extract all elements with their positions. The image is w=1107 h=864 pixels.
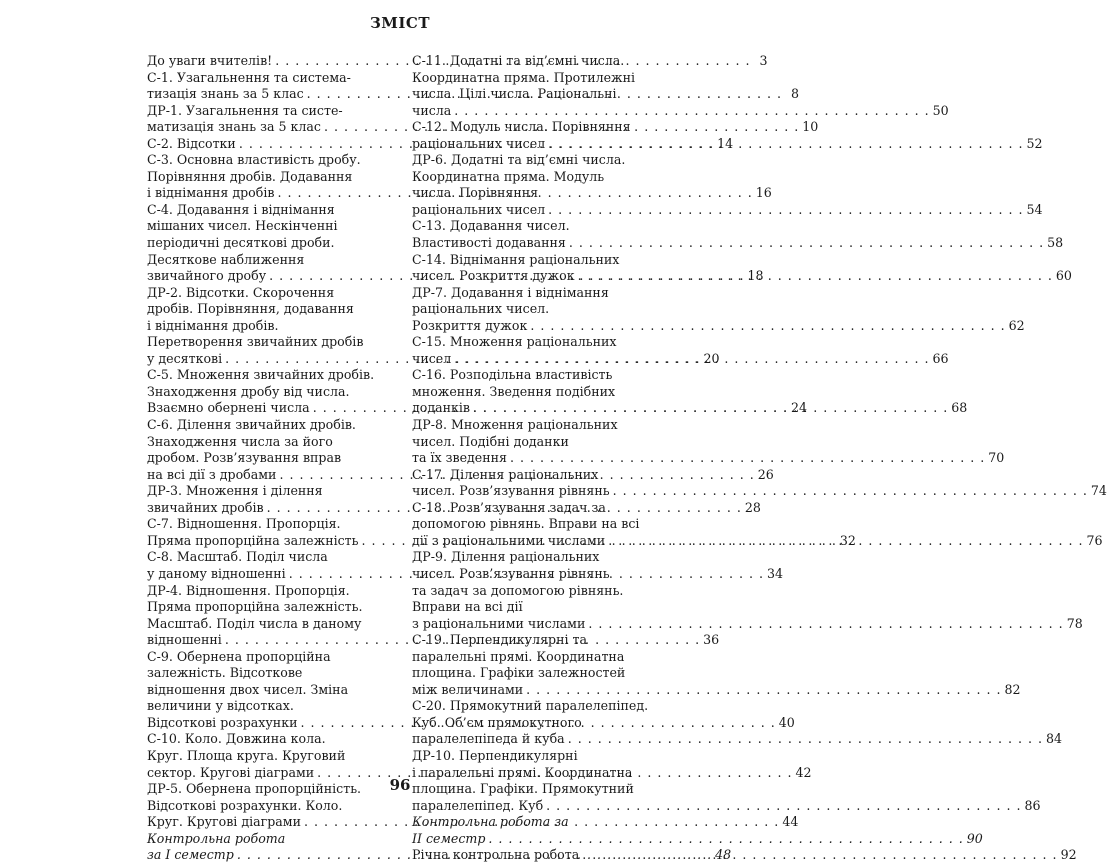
toc-entry-text: С-4. Додавання і віднімання [147, 201, 335, 217]
toc-entry-text: звичайних дробів [147, 499, 264, 515]
toc-entry-text: С-19. Перпендикулярні та [412, 632, 587, 648]
toc-entry-page: 60 [1055, 268, 1072, 284]
toc-entry-text: доданків [412, 400, 470, 416]
toc-entry-text: Круг. Кругові діаграми [147, 814, 301, 830]
toc-entry-text: чисел. Розв’язування рівнянь [412, 483, 610, 499]
toc-entry-text: С-20. Прямокутний паралелепіпед. [412, 698, 649, 714]
toc-entry-text: С-15. Множення раціональних [412, 334, 617, 350]
toc-entry-page: 66 [932, 350, 949, 366]
toc-entry [412, 417, 1005, 467]
toc-entry-text: С-18. Розв’язування задач за [412, 499, 606, 515]
toc-entry-text: і віднімання дробів. [147, 317, 279, 333]
toc-entry-page: 10 [802, 119, 819, 135]
toc-entry-text: С-6. Ділення звичайних дробів. [147, 417, 356, 433]
toc-entry-text: С-17. Ділення раціональних [412, 466, 599, 482]
toc-entry-page: 84 [1046, 731, 1063, 747]
dot-leader [454, 103, 929, 120]
toc-entry-text: множення. Зведення подібних [412, 383, 616, 399]
toc-entry-text: між величинами [412, 681, 524, 697]
dot-leader [608, 533, 1083, 550]
dot-leader [473, 400, 948, 417]
toc-entry-page: 48 [715, 847, 732, 863]
toc-entry-page: 70 [988, 450, 1005, 466]
toc-entry-text: С-14. Віднімання раціональних [412, 251, 620, 267]
toc-entry-text: чисел [412, 350, 452, 366]
dot-leader [488, 831, 963, 848]
toc-entry-page: 36 [703, 632, 720, 648]
toc-entry-text: Вправи на всі дії [412, 599, 523, 615]
toc-entry-text: у даному відношенні [147, 565, 286, 581]
toc-entry-text: С-11. Додатні та від’ємні числа. [412, 53, 625, 68]
toc-entry-page: 76 [1086, 532, 1103, 548]
dot-leader [530, 318, 1005, 335]
toc-entry-page: 90 [966, 830, 983, 846]
toc-entry-text: на всі дії з дробами [147, 466, 277, 482]
toc-entry-page: 78 [1066, 615, 1083, 631]
toc-entry-text: С-10. Коло. Довжина кола. [147, 731, 326, 747]
toc-entry-page: 18 [747, 268, 764, 284]
toc-entry-text: Властивості додавання [412, 235, 566, 251]
toc-entry-text: С-8. Масштаб. Поділ числа [147, 549, 328, 565]
toc-entry-text: паралельні прямі. Координатна [412, 648, 625, 664]
toc-entry-text: ДР-10. Перпендикулярні [412, 747, 578, 763]
toc-entry-page: 92 [1060, 847, 1077, 863]
dot-leader [582, 847, 1057, 864]
toc-entry-text: С-7. Відношення. Пропорція. [147, 516, 341, 532]
toc-entry-text: С-1. Узагальнення та система- [147, 69, 351, 85]
toc-entry-text: Десяткове наближення [147, 251, 305, 267]
toc-entry-text: матизація знань за 5 клас [147, 119, 321, 135]
toc-entry-text: Масштаб. Поділ числа в даному [147, 615, 362, 631]
toc-entry-page: 44 [782, 814, 799, 830]
toc-entry-page: 42 [795, 764, 812, 780]
toc-entry-text: До уваги вчителів! [147, 53, 273, 68]
toc-entry-text: мішаних чисел. Нескінченні [147, 218, 338, 234]
toc-entry-text: Куб. Об’єм прямокутного [412, 714, 582, 730]
toc-entry-text: Контрольна робота за [412, 814, 569, 830]
toc-entry-text: С-13. Додавання чисел. [412, 218, 570, 234]
toc-entry-page: 82 [1004, 681, 1021, 697]
dot-leader [548, 202, 1023, 219]
toc-entry-page: 3 [759, 53, 768, 68]
toc-entry-text: числа. Цілі числа. Раціональні [412, 86, 617, 102]
toc-entry-text: чисел. Подібні доданки [412, 433, 569, 449]
toc-entry-text: паралелепіпед. Куб [412, 797, 544, 813]
toc-entry-text: С-2. Відсотки [147, 135, 236, 151]
toc-entry-text: чисел. Розв’язування рівнянь [412, 565, 610, 581]
dot-leader [510, 450, 985, 467]
toc-entry-page: 28 [744, 499, 761, 515]
toc-entry-text: С-16. Розподільна властивість [412, 367, 613, 383]
toc-entry [412, 53, 949, 119]
toc-entry-page: 20 [703, 350, 720, 366]
toc-entry-text: раціональних чисел. [412, 301, 550, 317]
toc-entry [412, 218, 1064, 251]
toc-entry-text: Пряма пропорційна залежність. [147, 599, 363, 615]
toc-entry-text: Взаємно обернені числа [147, 400, 310, 416]
toc-entry-page: 32 [839, 532, 856, 548]
toc-entry-page: 26 [757, 466, 774, 482]
toc-entry-text: Розкриття дужок [412, 317, 528, 333]
toc-entry-text: площина. Графіки залежностей [412, 665, 626, 681]
toc-entry-page: 40 [778, 714, 795, 730]
toc-entry-text: II семестр [412, 830, 486, 846]
toc-entry-text: раціональних чисел [412, 135, 546, 151]
toc-entry-text: Пряма пропорційна залежність [147, 532, 359, 548]
toc-entry-text: Круг. Площа круга. Круговий [147, 747, 346, 763]
toc-entry-text: відношенні [147, 632, 222, 648]
toc-entry-text: ДР-8. Множення раціональних [412, 417, 618, 433]
toc-entry-page: 14 [717, 135, 734, 151]
toc-entry-text: і віднімання дробів [147, 185, 275, 201]
toc-entry-page: 54 [1026, 201, 1043, 217]
dot-leader [454, 351, 929, 368]
dot-leader [569, 235, 1044, 252]
toc-entry-text: тизація знань за 5 клас [147, 86, 304, 102]
toc-entry-text: Відсоткові розрахунки [147, 714, 298, 730]
toc-entry-text: Контрольна робота [147, 830, 286, 846]
toc-entry-page: 8 [790, 86, 799, 102]
dot-leader [613, 483, 1088, 500]
toc-entry-text: допомогою рівнянь. Вправи на всі [412, 516, 640, 532]
toc-entry-text: з раціональними числами [412, 615, 586, 631]
toc-entry-text: чисел. Розкриття дужок [412, 268, 575, 284]
toc-entry-text: паралелепіпеда й куба [412, 731, 565, 747]
toc-entry-page: 68 [951, 400, 968, 416]
toc-entry-text: раціональних чисел [412, 201, 546, 217]
dot-leader [588, 616, 1063, 633]
toc-entry-page: 52 [1026, 135, 1043, 151]
toc-entry-page: 86 [1024, 797, 1041, 813]
toc-entry-text: Порівняння дробів. Додавання [147, 168, 353, 184]
toc-entry-text: ДР-9. Ділення раціональних [412, 549, 600, 565]
toc-entry-text: дії з раціональними числами [412, 532, 606, 548]
toc-entry-text: ДР-3. Множення і ділення [147, 483, 323, 499]
toc-entry-text: та задач за допомогою рівнянь. [412, 582, 624, 598]
toc-entry-page: 34 [767, 565, 784, 581]
dot-leader [568, 731, 1043, 748]
toc-entry-text: ДР-7. Додавання і віднімання [412, 284, 609, 300]
toc-entry-text: сектор. Кругові діаграми [147, 764, 315, 780]
toc-entry-text: і паралельні прямі. Координатна [412, 764, 633, 780]
toc-entry-text: у десяткові [147, 350, 223, 366]
toc-entry-text: Координатна пряма. Модуль [412, 168, 605, 184]
toc-entry-text: ДР-4. Відношення. Пропорція. [147, 582, 350, 598]
toc-entry-page: 16 [755, 185, 772, 201]
toc-entry-text: Відсоткові розрахунки. Коло. [147, 797, 343, 813]
dot-leader [548, 136, 1023, 153]
toc-entry-text: періодичні десяткові дроби. [147, 235, 335, 251]
toc-entry-text: ДР-5. Обернена пропорційність. [147, 781, 362, 797]
toc-entry-text: звичайного дробу [147, 268, 267, 284]
toc-entry-text: Координатна пряма. Протилежні [412, 69, 636, 85]
toc-entry-text: відношення двох чисел. Зміна [147, 681, 349, 697]
toc-entry-text: площина. Графіки. Прямокутний [412, 781, 634, 797]
toc-entry-text: ДР-6. Додатні та від’ємні числа. [412, 152, 626, 168]
toc-entry-text: ДР-2. Відсотки. Скорочення [147, 284, 335, 300]
dot-leader [546, 798, 1021, 815]
toc-entry-text: С-3. Основна властивість дробу. [147, 152, 361, 168]
dot-leader [578, 268, 1053, 285]
toc-entry-text: С-9. Обернена пропорційна [147, 648, 331, 664]
toc-entry-text: за I семестр [147, 847, 234, 863]
toc-entry-text: Перетворення звичайних дробів [147, 334, 364, 350]
toc-entry-text: С-12. Модуль числа. Порівняння [412, 119, 631, 135]
dot-leader [526, 682, 1001, 699]
toc-entry-text: числа [412, 102, 452, 118]
toc-entry-text: залежність. Відсоткове [147, 665, 303, 681]
page-number: 96 [389, 776, 411, 794]
toc-entry-text: С-5. Множення звичайних дробів. [147, 367, 375, 383]
toc-entry-page: 50 [932, 102, 949, 118]
toc-entry-text: числа. Порівняння [412, 185, 539, 201]
toc-entry [412, 284, 1025, 335]
toc-entry-text: дробом. Розв’язування вправ [147, 450, 342, 466]
toc-entry-text: величини у відсотках. [147, 698, 294, 714]
toc-entry-text: Річна контрольна робота [412, 847, 580, 863]
page-title: ЗМІСТ [369, 14, 431, 32]
toc-entry-text: Знаходження числа за його [147, 433, 333, 449]
toc-entry-page: 58 [1047, 235, 1064, 251]
toc-entry-page: 62 [1008, 317, 1025, 333]
toc-entry-page: 74 [1090, 483, 1107, 499]
toc-entry-text: Знаходження дробу від числа. [147, 383, 350, 399]
toc-entry-text: дробів. Порівняння, додавання [147, 301, 354, 317]
toc-entry-text: ДР-1. Узагальнення та систе- [147, 102, 343, 118]
toc-entry-page: 24 [791, 400, 808, 416]
toc-entry-text: та їх зведення [412, 450, 507, 466]
